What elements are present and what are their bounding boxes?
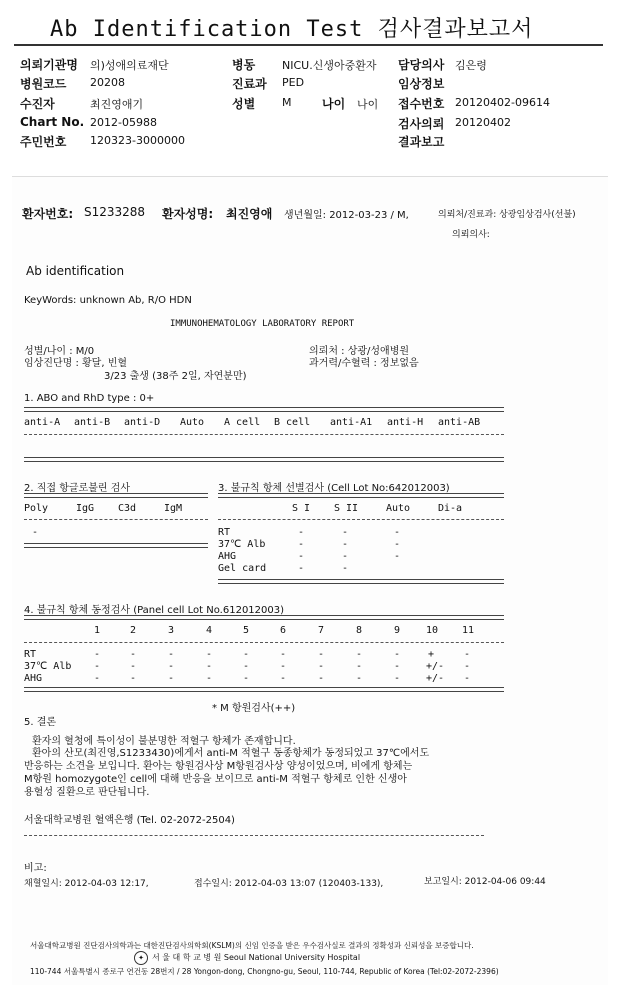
- s4-cell: -: [318, 649, 325, 660]
- reported-time: 보고일시: 2012-04-06 09:44: [424, 877, 546, 887]
- patient-no: S1233288: [84, 205, 146, 219]
- request-label: 검사의뢰: [398, 117, 445, 131]
- s4-col: 8: [356, 625, 363, 636]
- signature-rule: [24, 835, 484, 836]
- chart-label: Chart No.: [20, 115, 85, 129]
- s2-top-rule: [24, 493, 208, 498]
- s4-cell: -: [168, 673, 175, 684]
- conclusion-line: 환자의 혈청에 특이성이 불분명한 적혈구 항체가 존재합니다.: [32, 736, 296, 747]
- report-label: 결과보고: [398, 135, 445, 149]
- request-value: 20120402: [455, 116, 511, 129]
- s3-cell: -: [298, 563, 305, 574]
- patient-no-label: 환자번호:: [22, 207, 74, 221]
- s4-top-rule: [24, 615, 504, 620]
- s4-cell: -: [94, 673, 101, 684]
- s4-cell: -: [318, 673, 325, 684]
- s4-cell: -: [280, 661, 287, 672]
- s4-cell: +/-: [426, 661, 445, 672]
- s3-cell: -: [394, 551, 401, 562]
- institution-label: 의뢰기관명: [20, 58, 78, 72]
- blood-bank: 서울대학교병원 혈액은행 (Tel. 02-2072-2504): [24, 815, 235, 826]
- hospital-code-label: 병원코드: [20, 77, 67, 91]
- s3-cell: -: [298, 539, 305, 550]
- ward-value: NICU.신생아중환자: [282, 59, 377, 72]
- s5-title: 5. 결론: [24, 717, 57, 728]
- hospital-emblem-icon: ✦: [134, 951, 148, 965]
- patient-label: 수진자: [20, 97, 55, 111]
- patient-name: 최진영애: [226, 207, 273, 221]
- s1-col-auto: Auto: [180, 417, 205, 428]
- dept-label: 진료과: [232, 77, 267, 91]
- s4-cell: -: [280, 649, 287, 660]
- s4-col: 2: [130, 625, 137, 636]
- s4-note: * M 항원검사(++): [212, 703, 296, 714]
- s3-col-s1: S I: [292, 503, 311, 514]
- s3-col-s2: S II: [334, 503, 359, 514]
- s4-cell: +: [428, 649, 435, 660]
- s4-cell: -: [94, 661, 101, 672]
- s1-col-b-cell: B cell: [274, 417, 311, 428]
- collected-time: 채혈일시: 2012-04-03 12:17,: [24, 879, 149, 889]
- s4-cell: -: [130, 673, 137, 684]
- age-label: 나이: [322, 97, 346, 111]
- patient-name-label: 환자성명:: [162, 207, 214, 221]
- sex-age: 성별/나이 : M/0: [24, 346, 95, 357]
- s4-cell: -: [206, 649, 213, 660]
- receipt-value: 20120402-09614: [455, 96, 550, 109]
- section-title: Ab identification: [26, 264, 125, 278]
- doctor-value: 김은령: [455, 59, 487, 72]
- s4-cell: -: [356, 673, 363, 684]
- s3-cell: -: [342, 539, 349, 550]
- s3-cell: -: [394, 539, 401, 550]
- birth-note: 3/23 출생 (38주 2일, 자연분만): [104, 371, 247, 382]
- s3-row-label: 37℃ Alb: [218, 539, 266, 550]
- s3-col-dia: Di-a: [438, 503, 463, 514]
- s2-bottom-rule: [24, 543, 208, 548]
- received-time: 접수일시: 2012-04-03 13:07 (120403-133),: [194, 879, 384, 889]
- s2-col-igm: IgM: [164, 503, 183, 514]
- age-value: 나이: [357, 98, 379, 111]
- s3-cell: -: [342, 563, 349, 574]
- s3-mid-rule: [218, 519, 504, 520]
- sex-value: M: [282, 96, 292, 109]
- s4-cell: -: [356, 661, 363, 672]
- s3-top-rule: [218, 493, 504, 498]
- s4-cell: -: [243, 661, 250, 672]
- s1-top-rule: [24, 407, 504, 412]
- s4-col: 1: [94, 625, 101, 636]
- s1-col-a-cell: A cell: [224, 417, 261, 428]
- s4-cell: -: [168, 649, 175, 660]
- hospital-name: 서 울 대 학 교 병 원 Seoul National University Hospital: [152, 953, 361, 962]
- remarks-label: 비고:: [24, 863, 47, 874]
- s1-bottom-rule: [24, 457, 504, 462]
- s1-title: 1. ABO and RhD type : 0+: [24, 393, 155, 404]
- receipt-label: 접수번호: [398, 97, 445, 111]
- s4-cell: -: [94, 649, 101, 660]
- s4-col: 5: [243, 625, 250, 636]
- s2-col-poly: Poly: [24, 503, 49, 514]
- s4-col: 9: [394, 625, 401, 636]
- s4-cell: -: [464, 649, 471, 660]
- s4-cell: -: [130, 649, 137, 660]
- s3-cell: -: [394, 527, 401, 538]
- title-divider: [14, 44, 603, 46]
- s4-col: 10: [426, 625, 439, 636]
- s4-cell: -: [394, 673, 401, 684]
- s3-cell: -: [342, 527, 349, 538]
- s4-cell: -: [394, 649, 401, 660]
- lab-title: IMMUNOHEMATOLOGY LABORATORY REPORT: [170, 319, 355, 329]
- s4-bottom-rule: [24, 687, 504, 692]
- scanned-report: [12, 176, 608, 985]
- hospital-address: 110-744 서울특별시 종로구 연건동 28번지 / 28 Yongon-dong, Chongno-gu, Seoul, 110-744, Republic of Korea (Tel:02-2072-2396): [30, 967, 499, 976]
- s4-col: 3: [168, 625, 175, 636]
- s2-value: -: [32, 527, 39, 538]
- hospital-code-value: 20208: [90, 76, 125, 89]
- clinical-label: 임상정보: [398, 77, 445, 91]
- s4-row-label: AHG: [24, 673, 43, 684]
- s3-cell: -: [298, 527, 305, 538]
- birth-info: 생년월일: 2012-03-23 / M,: [284, 210, 409, 221]
- s4-cell: -: [243, 649, 250, 660]
- s2-mid-rule: [24, 519, 208, 520]
- s4-mid-rule: [24, 642, 504, 643]
- s4-cell: -: [280, 673, 287, 684]
- s4-title: 4. 불규칙 항체 동정검사 (Panel cell Lot No.612012003): [24, 605, 285, 616]
- s4-cell: -: [356, 649, 363, 660]
- s4-cell: -: [464, 673, 471, 684]
- ssn-label: 주민번호: [20, 135, 67, 149]
- s3-bottom-rule: [218, 579, 504, 584]
- s3-row-label: RT: [218, 527, 231, 538]
- s4-col: 11: [462, 625, 475, 636]
- s1-col-anti-ab: anti-AB: [438, 417, 481, 428]
- s4-col: 7: [318, 625, 325, 636]
- s3-cell: -: [298, 551, 305, 562]
- s4-cell: -: [206, 661, 213, 672]
- s1-col-anti-h: anti-H: [387, 417, 424, 428]
- conclusion-line: M항원 homozygote인 cell에 대해 반응을 보이므로 anti-M 적혈구 항체로 인한 신생아: [24, 774, 407, 785]
- s3-row-label: AHG: [218, 551, 237, 562]
- sex-label: 성별: [232, 97, 256, 111]
- diagnosis: 임상진단명 : 황달, 빈혈: [24, 358, 128, 369]
- conclusion-line: 환아의 산모(최진영,S1233430)에게서 anti-M 적혈구 동종항체가 동정되었고 37℃에서도: [32, 748, 430, 759]
- dept-value: PED: [282, 76, 305, 89]
- ssn-value: 120323-3000000: [90, 134, 185, 147]
- s3-title: 3. 불규칙 항체 선별검사 (Cell Lot No:642012003): [218, 483, 450, 494]
- s4-row-label: RT: [24, 649, 37, 660]
- s2-title: 2. 직접 항글로불린 검사: [24, 483, 131, 494]
- chart-value: 2012-05988: [90, 116, 157, 129]
- s2-col-c3d: C3d: [118, 503, 137, 514]
- doctor-label: 담당의사: [398, 58, 445, 72]
- s4-cell: -: [464, 661, 471, 672]
- s4-cell: -: [243, 673, 250, 684]
- s4-cell: -: [168, 661, 175, 672]
- patient-value: 최진영애기: [90, 98, 144, 111]
- s1-col-anti-b: anti-B: [74, 417, 111, 428]
- ward-label: 병동: [232, 58, 256, 72]
- s4-cell: -: [318, 661, 325, 672]
- s4-cell: -: [130, 661, 137, 672]
- s4-cell: +/-: [426, 673, 445, 684]
- s3-cell: -: [342, 551, 349, 562]
- keywords: KeyWords: unknown Ab, R/O HDN: [24, 295, 192, 306]
- referrer2: 의뢰처 : 상광/성애병원: [309, 346, 410, 357]
- institution-value: 의)성애의료재단: [90, 59, 169, 72]
- s4-cell: -: [206, 673, 213, 684]
- conclusion-line: 용혈성 질환으로 판단됩니다.: [24, 787, 150, 798]
- s4-col: 6: [280, 625, 287, 636]
- s4-cell: -: [394, 661, 401, 672]
- s2-col-igg: IgG: [76, 503, 95, 514]
- report-title: Ab Identification Test 검사결과보고서: [50, 17, 534, 42]
- s4-col: 4: [206, 625, 213, 636]
- s3-row-label: Gel card: [218, 563, 267, 574]
- s1-mid-rule: [24, 434, 504, 435]
- referrer-info: 의뢰처/진료과: 상광임상검사(선불): [438, 210, 576, 220]
- s1-col-anti-d: anti-D: [124, 417, 161, 428]
- s1-col-anti-a: anti-A: [24, 417, 61, 428]
- requesting-doctor: 의뢰의사:: [452, 230, 490, 240]
- s4-row-label: 37℃ Alb: [24, 661, 72, 672]
- history: 과거력/수혈력 : 정보없음: [309, 358, 419, 369]
- conclusion-line: 반응하는 소견을 보입니다. 환아는 항원검사상 M항원검사상 양성이었으며, 비에게 항체는: [24, 761, 413, 772]
- certification-note: 서울대학교병원 진단검사의학과는 대한진단검사의학회(KSLM)의 신임 인증을 받은 우수검사실로 결과의 정확성과 신뢰성을 보증합니다.: [30, 941, 474, 950]
- s1-col-anti-a1: anti-A1: [330, 417, 373, 428]
- s3-col-auto: Auto: [386, 503, 411, 514]
